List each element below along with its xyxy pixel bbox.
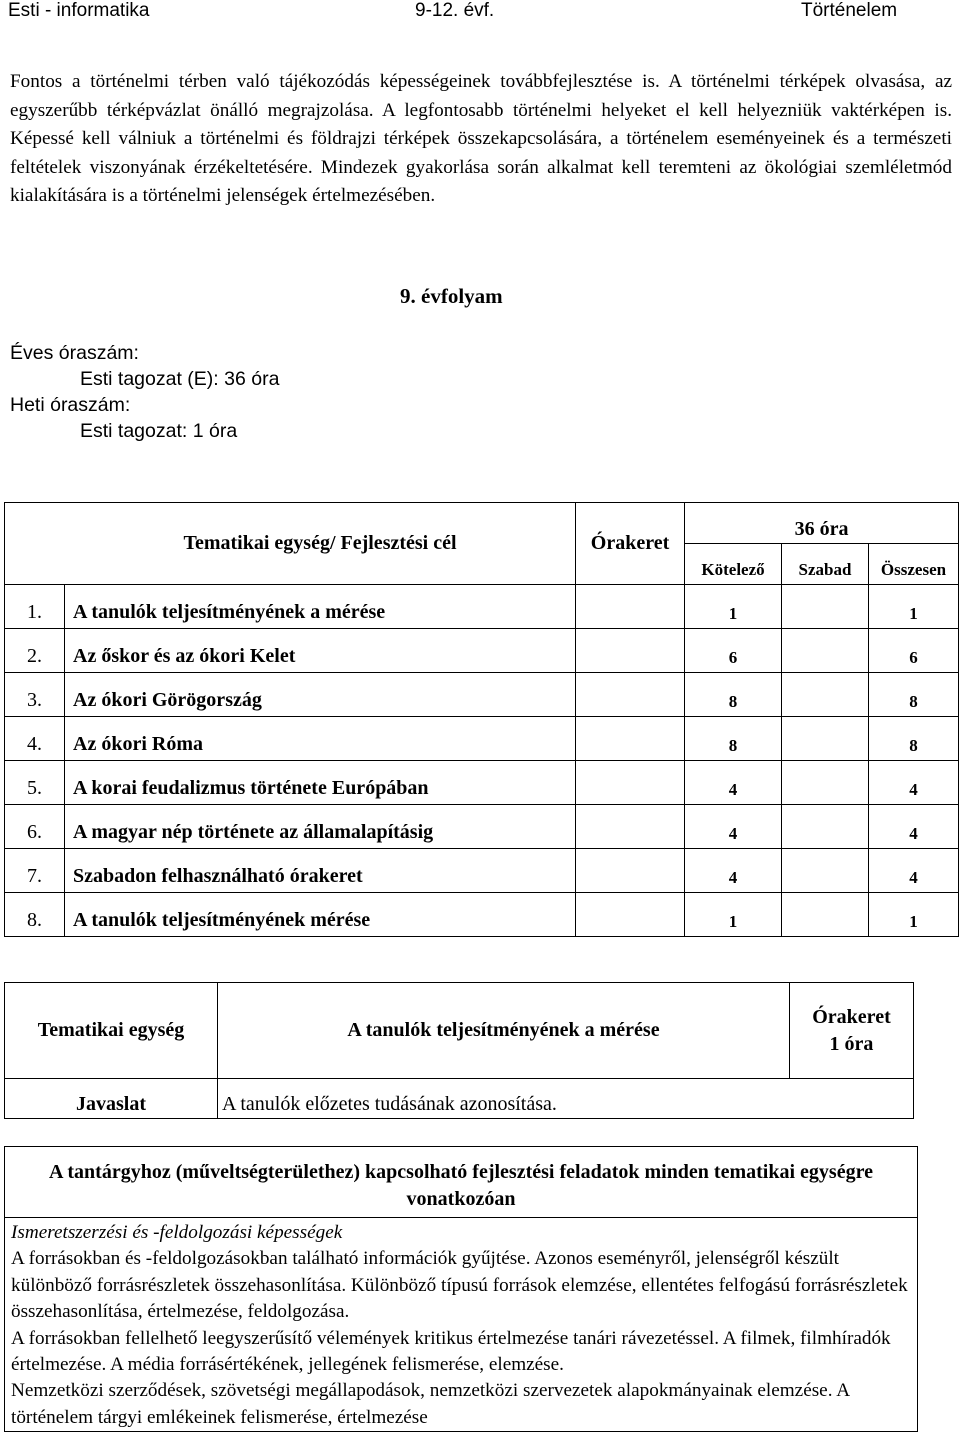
intro-paragraph: Fontos a történelmi térben való tájékozódás képességeinek továbbfejlesztése is. A történelmi térképek olvasása, az egyszerűbb térképvázlat önálló megrajzolása. A legfontosabb történelmi helyeket el kell helyezniük vaktérképen is. Képessé kell válniuk a történelmi és földrajzi térképek összekapcsolására, a történelem eseményeinek és a természeti feltételek viszonyának érzékeltetésére. Mindezek gyakorlása során alkalmat kell teremteni az ökológiai szemléletmód kialakítására is a történelmi jelenségek értelmezésében. [10, 71, 952, 207]
unit-frame-value: 1 óra [829, 1032, 874, 1055]
row-free [782, 805, 869, 849]
annual-hours-label: Éves óraszám: [10, 342, 139, 364]
row-total: 8 [869, 717, 959, 761]
row-free [782, 893, 869, 937]
table-row [5, 629, 959, 673]
development-tasks-table [4, 1146, 918, 1432]
skills-paragraph-1: A forrásokban és -feldolgozásokban található információk gyűjtése. Azonos eseményről, jelenségről készült különböző forrásrészletek összehasonlítása. Különböző típusú források elemzése, ellentétes felfogású forrásrészletek összehasonlítása, értelmezése, feldolgozása. [11, 1248, 908, 1323]
row-frame [576, 849, 685, 893]
row-frame [576, 673, 685, 717]
row-title: Az ókori Róma [65, 717, 576, 761]
header-right: Történelem [801, 0, 898, 21]
row-total: 4 [869, 761, 959, 805]
row-mandatory: 8 [685, 717, 782, 761]
table-row [5, 805, 959, 849]
unit-label: Tematikai egység [5, 983, 218, 1079]
table-row [5, 585, 959, 629]
table-row [5, 717, 959, 761]
col-topic-header: Tematikai egység/ Fejlesztési cél [5, 503, 576, 585]
page-header [0, 0, 960, 26]
table-row [5, 761, 959, 805]
row-number: 1. [5, 585, 65, 629]
skills-paragraph-2: A forrásokban fellelhető leegyszerűsítő vélemények kritikus értelmezése tanári rávezetéssel. A filmek, filmhíradók értelmezése. A média forrásértékének, jellegének felismerése, elemzése. [11, 1327, 891, 1376]
row-number: 4. [5, 717, 65, 761]
row-title: A tanulók teljesítményének a mérése [65, 585, 576, 629]
row-free [782, 673, 869, 717]
hours-block [10, 340, 279, 444]
header-center: 9-12. évf. [415, 0, 495, 21]
row-number: 5. [5, 761, 65, 805]
row-frame [576, 717, 685, 761]
row-total: 1 [869, 893, 959, 937]
row-free [782, 717, 869, 761]
row-mandatory: 8 [685, 673, 782, 717]
row-free [782, 761, 869, 805]
skills-paragraph-3: Nemzetközi szerződések, szövetségi megállapodások, nemzetközi szervezetek alapokmányainak elemzése. A történelem tárgyi emlékeinek felismerése, értelmezése [11, 1380, 850, 1428]
row-title: A korai feudalizmus története Európában [65, 761, 576, 805]
row-total: 4 [869, 849, 959, 893]
weekly-hours-label: Heti óraszám: [10, 394, 131, 416]
row-total: 4 [869, 805, 959, 849]
suggestion-label: Javaslat [5, 1079, 218, 1119]
grade-title: 9. évfolyam [400, 284, 503, 308]
row-free [782, 849, 869, 893]
row-total: 1 [869, 585, 959, 629]
col-total-header: Összesen [869, 544, 959, 585]
row-mandatory: 4 [685, 849, 782, 893]
unit-title: A tanulók teljesítményének a mérése [218, 983, 790, 1079]
row-title: A magyar nép története az államalapításig [65, 805, 576, 849]
row-frame [576, 805, 685, 849]
row-free [782, 585, 869, 629]
row-number: 8. [5, 893, 65, 937]
development-tasks-body [5, 1218, 918, 1432]
row-title: Az ókori Görögország [65, 673, 576, 717]
row-mandatory: 1 [685, 893, 782, 937]
row-title: Az őskor és az ókori Kelet [65, 629, 576, 673]
row-mandatory: 1 [685, 585, 782, 629]
row-title: Szabadon felhasználható órakeret [65, 849, 576, 893]
col-mandatory-header: Kötelező [685, 544, 782, 585]
row-frame [576, 893, 685, 937]
table-row [5, 673, 959, 717]
row-number: 3. [5, 673, 65, 717]
row-title: A tanulók teljesítményének mérése [65, 893, 576, 937]
row-number: 6. [5, 805, 65, 849]
row-frame [576, 585, 685, 629]
skills-subheading: Ismeretszerzési és -feldolgozási képességek [11, 1222, 343, 1243]
annual-hours-value: Esti tagozat (E): 36 óra [80, 368, 280, 390]
header-left: Esti - informatika [8, 0, 150, 21]
suggestion-text: A tanulók előzetes tudásának azonosítása. [218, 1079, 914, 1119]
row-free [782, 629, 869, 673]
unit-table [4, 982, 914, 1119]
development-tasks-title: A tantárgyhoz (műveltségterülethez) kapcsolható fejlesztési feladatok minden tematikai egységre vonatkozóan [5, 1147, 918, 1218]
row-mandatory: 6 [685, 629, 782, 673]
row-number: 7. [5, 849, 65, 893]
col-frame-header: Órakeret [576, 503, 685, 585]
row-frame [576, 761, 685, 805]
col-free-header: Szabad [782, 544, 869, 585]
table-row [5, 849, 959, 893]
row-frame [576, 629, 685, 673]
table-row [5, 893, 959, 937]
unit-frame-cell [790, 983, 914, 1079]
hours-total-header: 36 óra [685, 503, 959, 544]
weekly-hours-value: Esti tagozat: 1 óra [80, 420, 238, 442]
row-mandatory: 4 [685, 805, 782, 849]
unit-frame-label: Órakeret [812, 1005, 891, 1028]
row-total: 8 [869, 673, 959, 717]
topics-table [4, 502, 959, 937]
row-total: 6 [869, 629, 959, 673]
row-mandatory: 4 [685, 761, 782, 805]
row-number: 2. [5, 629, 65, 673]
